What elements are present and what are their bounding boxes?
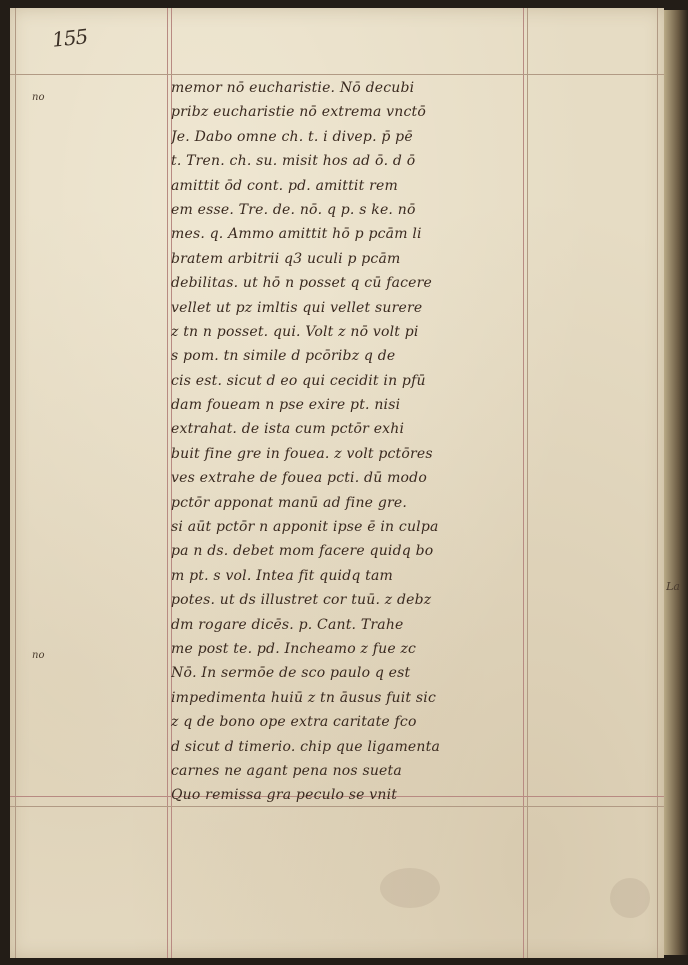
manuscript-line: amittit ōd cont. pd. amittit rem [171,177,398,194]
manuscript-line: d sicut d timerio. chip que ligamenta [171,738,441,755]
manuscript-line: ves extrahe de fouea pcti. dū modo [171,470,427,487]
manuscript-line: pctōr apponat manū ad fine gre. [171,494,408,511]
manuscript-line: buit fine gre in fouea. z volt pctōres [171,445,433,462]
ruling-top [10,74,664,75]
binding-edge [664,10,688,955]
ruling-left-outer [15,8,16,958]
manuscript-line: debilitas. ut hō n posset q cū facere [171,275,433,292]
stain [380,868,440,908]
ruling-text-right [523,8,524,958]
right-margin-mark: La [666,580,680,593]
manuscript-line: Je. Dabo omne ch. t. i divep. p̄ pē [171,128,413,145]
manuscript-line: potes. ut ds illustret cor tuū. z debz [171,592,432,609]
manuscript-line: m pt. s vol. Intea fit quidq tam [171,567,394,584]
manuscript-line: dam foueam n pse exire pt. nisi [171,397,401,414]
manuscript-line: me post te. pd. Incheamo z fue zc [171,640,417,657]
manuscript-line: pa n ds. debet mom facere quidq bo [171,543,434,560]
manuscript-line: Quo remissa gra peculo se vnit [171,787,398,804]
manuscript-line: si aūt pctōr n apponit ipse ē in culpa [171,519,439,536]
manuscript-line: bratem arbitrii q3 uculi p pcām [171,250,401,267]
manuscript-line: mes. q. Ammo amittit hō p pcām li [171,226,422,243]
manuscript-line: extrahat. de ista cum pctōr exhi [171,421,405,438]
stain [610,878,650,918]
manuscript-line: carnes ne agant pena nos sueta [171,762,402,779]
manuscript-line: dm rogare dicēs. p. Cant. Trahe [171,616,404,633]
manuscript-line: em esse. Tre. de. nō. q p. s ke. nō [171,201,416,218]
manuscript-line: z tn n posset. qui. Volt z nō volt pi [171,323,419,340]
text-column [171,76,519,808]
ruling-text-right-2 [527,8,528,958]
manuscript-line: pribz eucharistie nō extrema vnctō [171,104,426,121]
manuscript-line: memor nō eucharistie. Nō decubi [171,80,415,96]
manuscript-line: Nō. In sermōe de sco paulo q est [171,665,411,682]
manuscript-line: vellet ut pz imltis qui vellet surere [171,299,423,316]
margin-note-lower: no [32,650,45,661]
manuscript-line: cis est. sicut d eo qui cecidit in pfū [171,372,426,389]
ruling-right-outer [657,8,658,958]
manuscript-line: impedimenta huiū z tn āusus fuit sic [171,689,436,706]
folio-number: 155 [50,24,89,52]
ruling-text-left [167,8,168,958]
manuscript-line: s pom. tn simile d pcōribz q de [171,348,396,365]
margin-note-top: no [32,92,45,103]
manuscript-line: t. Tren. ch. su. misit hos ad ō. d ō [171,153,416,170]
manuscript-line: z q de bono ope extra caritate fco [171,714,417,731]
